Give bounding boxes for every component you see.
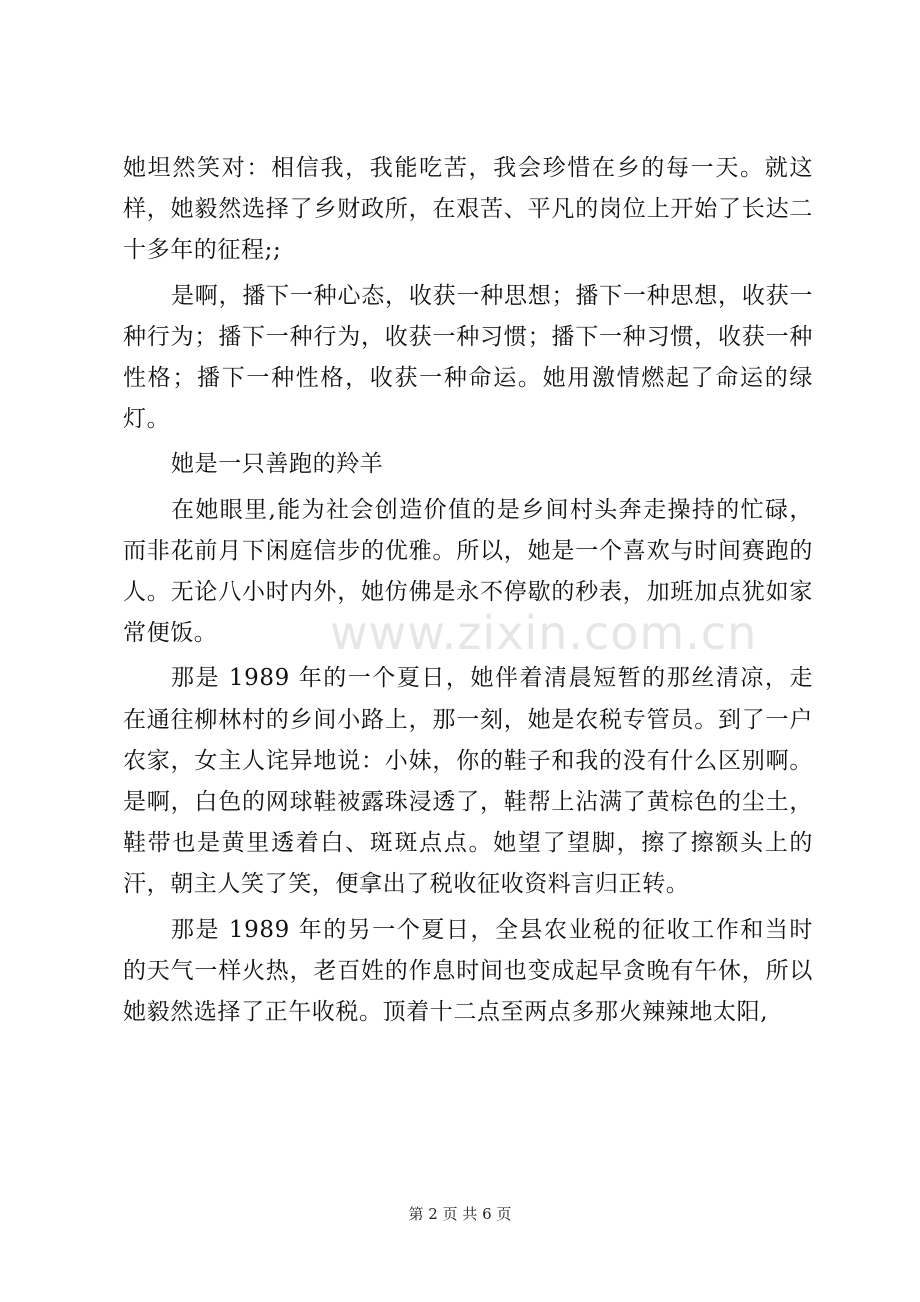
- paragraph: 她坦然笑对：相信我，我能吃苦，我会珍惜在乡的每一天。就这样，她毅然选择了乡财政所，在艰苦、平凡的岗位上开始了长达二十多年的征程;;: [123, 155, 813, 264]
- paragraph: 那是 1989 年的另一个夏日，全县农业税的征收工作和当时的天气一样火热，老百姓的作息时间也变成起早贪晚有午休，所以她毅然选择了正午收税。顶着十二点至两点多那火辣辣地太阳,: [123, 916, 813, 1026]
- paragraph: 那是 1989 年的一个夏日，她伴着清晨短暂的那丝清凉，走在通往柳林村的乡间小路上，那一刻，她是农税专管员。到了一户农家，女主人诧异地说：小妹，你的鞋子和我的没有什么区别啊。是啊，白色的网球鞋被露珠浸透了，鞋帮上沾满了黄棕色的尘土，鞋带也是黄里透着白、斑斑点点。她望了望脚，擦了擦额头上的汗，朝主人笑了笑，便拿出了税收征收资料言归正转。: [123, 665, 813, 898]
- section-heading: 她是一只善跑的羚羊: [171, 451, 384, 478]
- paragraph: 是啊，播下一种心态，收获一种思想；播下一种思想，收获一种行为；播下一种行为，收获一种习惯；播下一种习惯，收获一种性格；播下一种性格，收获一种命运。她用激情燃起了命运的绿灯。: [123, 282, 813, 433]
- paragraph: 在她眼里,能为社会创造价值的是乡间村头奔走操持的忙碌，而非花前月下闲庭信步的优雅。所以，她是一个喜欢与时间赛跑的人。无论八小时内外，她仿佛是永不停歇的秒表，加班加点犹如家常便饭。: [123, 496, 813, 647]
- body-text: [123, 148, 813, 1033]
- watermark: www.zixin.com.cn: [330, 606, 758, 660]
- page-footer: 第 2 页 共 6 页: [408, 1205, 512, 1223]
